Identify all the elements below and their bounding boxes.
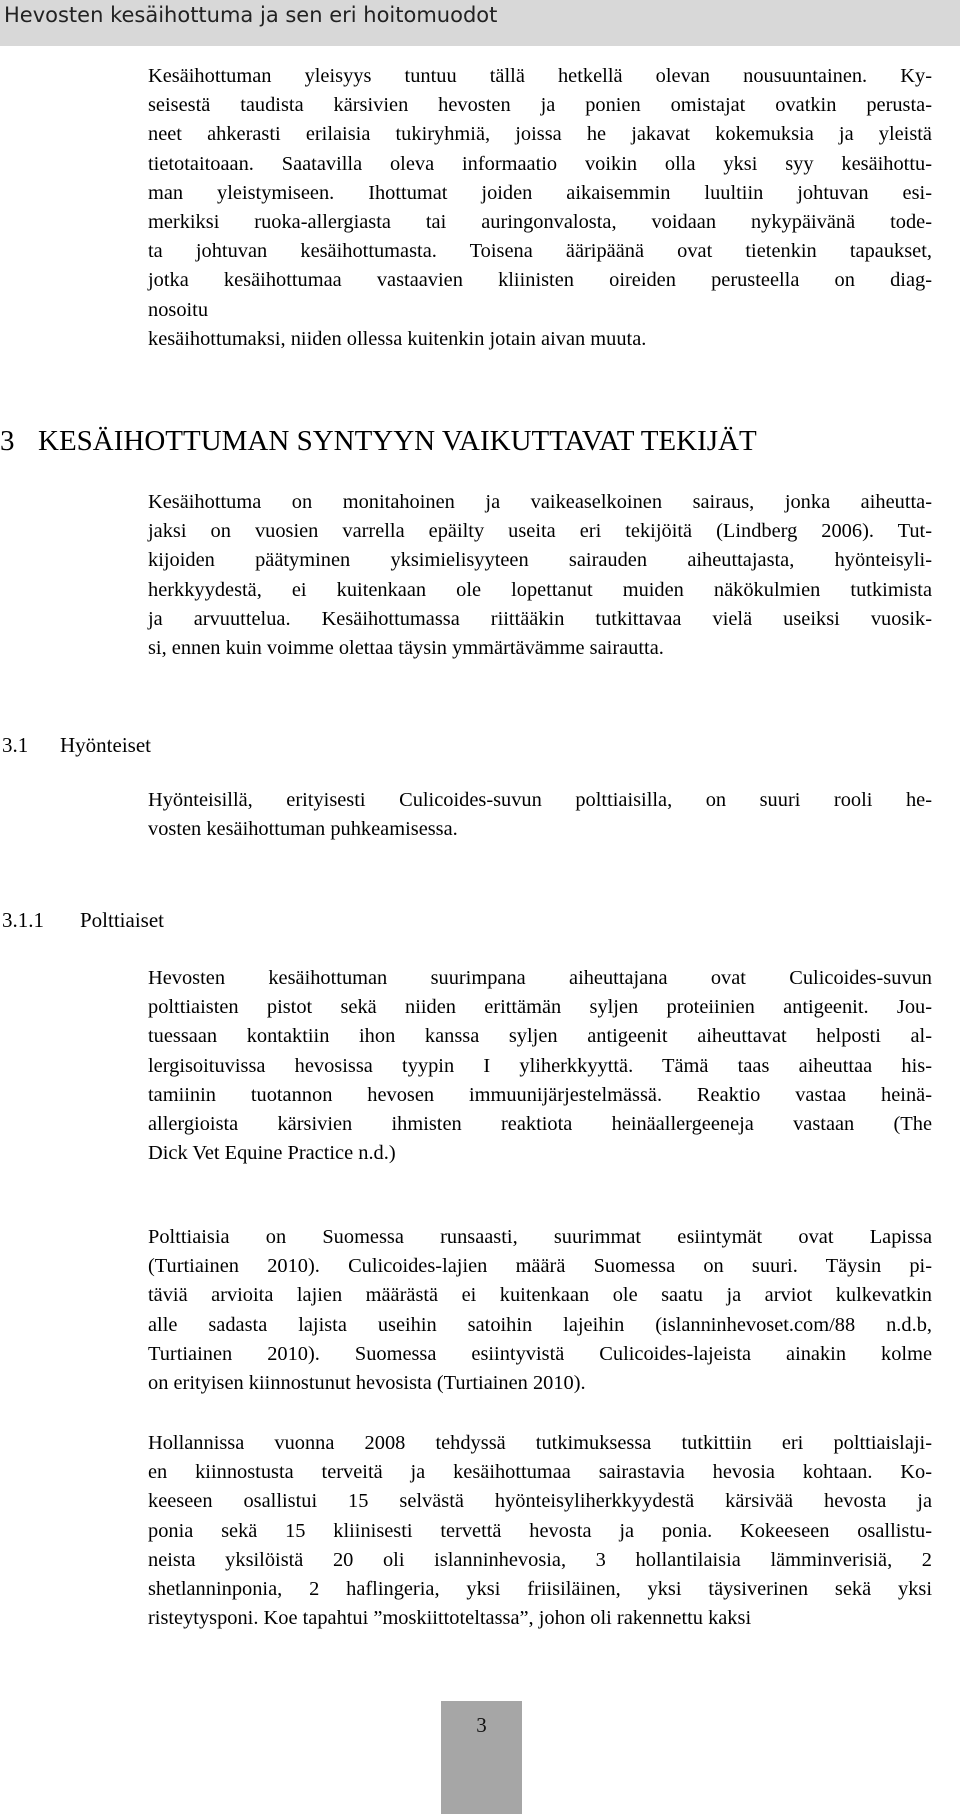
paragraph-section-3 — [148, 488, 932, 663]
text-line: lergisoituvissa hevosissa tyypin I yliherkkyyttä. Tämä taas aiheuttaa his- — [148, 1054, 932, 1077]
running-header — [0, 0, 960, 46]
text-line: si, ennen kuin voimme olettaa täysin ymmärtävämme sairautta. — [148, 637, 664, 660]
text-line: man yleistymiseen. Ihottumat joiden aikaisemmin luultiin johtuvan esi- — [148, 181, 932, 204]
text-line: kijoiden päätyminen yksimielisyyteen sairauden aiheuttajasta, hyönteisyli- — [148, 549, 932, 572]
heading-section-3-1-1 — [2, 908, 164, 933]
text-line: Hyönteisillä, erityisesti Culicoides-suvun polttiaisilla, on suuri rooli he- — [148, 789, 932, 811]
heading-number: 3.1 — [2, 733, 29, 757]
text-line: Turtiainen 2010). Suomessa esiintyvistä Culicoides-lajeista ainakin kolme — [148, 1342, 932, 1365]
text-line: en kiinnostusta terveitä ja kesäihottumaa sairastavia hevosia kohtaan. Ko- — [148, 1461, 932, 1484]
text-line: neista yksilöistä 20 oli islanninhevosia, 3 hollantilaisia lämminverisiä, 2 — [148, 1548, 932, 1571]
text-line: polttiaisten pistot sekä niiden erittämän syljen proteiinien antigeenit. Jou- — [148, 996, 932, 1019]
text-line: jotka kesäihottumaa vastaavien kliinisten oireiden perusteella on diag- — [148, 269, 932, 292]
text-line: nosoitu — [148, 298, 209, 321]
heading-text: KESÄIHOTTUMAN SYNTYYN VAIKUTTAVAT TEKIJÄT — [38, 425, 757, 457]
text-line: shetlanninponia, 2 haflingeria, yksi friisiläinen, yksi täysiverinen sekä yksi — [148, 1578, 932, 1601]
paragraph-section-3-1 — [148, 786, 932, 844]
text-line: keeseen osallistui 15 selvästä hyönteisyliherkkyydestä kärsivää hevosta ja — [148, 1490, 932, 1513]
text-line: allergioista kärsivien ihmisten reaktiota heinäallergeeneja vastaan (The — [148, 1113, 932, 1136]
text-line: tuessaan kontaktiin ihon kanssa syljen antigeenit aiheuttavat helposti al- — [148, 1025, 932, 1048]
paragraph-section-3-1-1-c — [148, 1429, 932, 1633]
text-line: kesäihottumaksi, niiden ollessa kuitenkin jotain aivan muuta. — [148, 327, 647, 350]
text-line: jaksi on vuosien varrella epäilty useita eri tekijöitä (Lindberg 2006). Tut- — [148, 520, 932, 543]
text-line: tamiinin tuotannon hevosen immuunijärjestelmässä. Reaktio vastaa heinä- — [148, 1083, 932, 1106]
text-line: neet ahkerasti erilaisia tukiryhmiä, joissa he jakavat kokemuksia ja yleistä — [148, 123, 932, 146]
paragraph-section-3-1-1-a — [148, 964, 932, 1168]
heading-number: 3.1.1 — [2, 908, 44, 932]
running-header-title: Hevosten kesäihottuma ja sen eri hoitomuodot — [4, 3, 498, 27]
text-line: merkiksi ruoka-allergiasta tai auringonvalosta, voidaan nykypäivänä tode- — [148, 211, 932, 234]
paragraph-section-3-1-1-b — [148, 1223, 932, 1398]
paragraph-intro — [148, 62, 932, 354]
text-line: risteytysponi. Koe tapahtui ”moskiittoteltassa”, johon oli rakennettu kaksi — [148, 1607, 752, 1630]
text-line: Hevosten kesäihottuman suurimpana aiheuttajana ovat Culicoides-suvun — [148, 967, 932, 989]
heading-text: Hyönteiset — [60, 733, 151, 757]
heading-text: Polttiaiset — [80, 908, 164, 932]
text-line: täviä arvioita lajien määrästä ei kuitenkaan ole saatu ja arviot kulkevatkin — [148, 1284, 932, 1307]
page-number-box — [441, 1701, 522, 1814]
text-line: Hollannissa vuonna 2008 tehdyssä tutkimuksessa tutkittiin eri polttiaislaji- — [148, 1432, 932, 1454]
text-line: ponia sekä 15 kliinisesti tervettä hevosta ja ponia. Kokeeseen osallistu- — [148, 1519, 932, 1542]
text-line: herkkyydestä, ei kuitenkaan ole lopettanut muiden näkökulmien tutkimista — [148, 578, 932, 601]
heading-section-3 — [0, 425, 757, 458]
text-line: tietotaitoaan. Saatavilla oleva informaatio voikin olla yksi syy kesäihottu- — [148, 152, 932, 175]
text-line: Dick Vet Equine Practice n.d.) — [148, 1142, 396, 1165]
text-line: Kesäihottuman yleisyys tuntuu tällä hetkellä olevan nousuuntainen. Ky- — [148, 65, 932, 87]
text-line: vosten kesäihottuman puhkeamisessa. — [148, 818, 458, 841]
heading-number: 3 — [0, 425, 15, 457]
text-line: ta johtuvan kesäihottumasta. Toisena ääripäänä ovat tietenkin tapaukset, — [148, 240, 932, 263]
text-line: seisestä taudista kärsivien hevosten ja ponien omistajat ovatkin perusta- — [148, 94, 932, 117]
page-number: 3 — [476, 1713, 487, 1737]
text-line: on erityisen kiinnostunut hevosista (Turtiainen 2010). — [148, 1372, 586, 1395]
text-line: ja arvuuttelua. Kesäihottumassa riittääkin tutkittavaa vielä useiksi vuosik- — [148, 607, 932, 630]
text-line: alle sadasta lajista useihin satoihin lajeihin (islanninhevoset.com/88 n.d.b, — [148, 1313, 932, 1336]
heading-section-3-1 — [2, 733, 151, 758]
text-line: Polttiaisia on Suomessa runsaasti, suurimmat esiintymät ovat Lapissa — [148, 1226, 932, 1248]
text-line: Kesäihottuma on monitahoinen ja vaikeaselkoinen sairaus, jonka aiheutta- — [148, 491, 932, 513]
text-line: (Turtiainen 2010). Culicoides-lajien määrä Suomessa on suuri. Täysin pi- — [148, 1255, 932, 1278]
